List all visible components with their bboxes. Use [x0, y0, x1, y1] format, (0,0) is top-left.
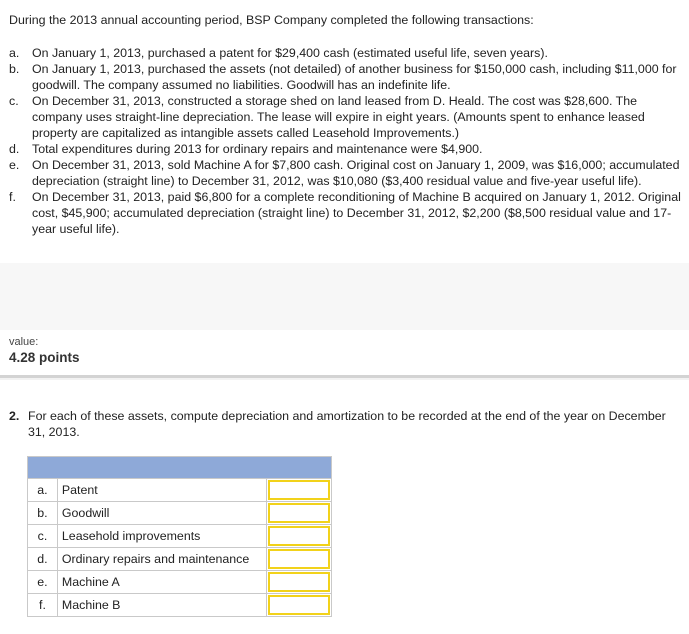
- row-letter: c.: [28, 525, 58, 548]
- row-label: Goodwill: [57, 502, 266, 525]
- transaction-text: On December 31, 2013, paid $6,800 for a complete reconditioning of Machine B acquired on January 1, 2012. Original cost, $45,900; accumulated depreciation (straight line) to December 31, 2012, $2,200 ($8,500 residual value and 17-year useful life).: [32, 190, 681, 236]
- question-number: 2.: [9, 409, 20, 423]
- transaction-item: [9, 61, 684, 93]
- question-prompt: [9, 408, 679, 440]
- transaction-letter: b.: [9, 62, 20, 76]
- answer-cell: [267, 571, 332, 594]
- transaction-text: On December 31, 2013, constructed a storage shed on land leased from D. Heald. The cost was $28,600. The company uses straight-line depreciation. The lease will expire in eight years. (Amounts spent to enhance leased property are capitalized as intangible assets called Leasehold Improvements.): [32, 94, 645, 140]
- question-text: For each of these assets, compute depreciation and amortization to be recorded at the end of the year on December 31, 2013.: [28, 409, 666, 439]
- table-row: [28, 502, 332, 525]
- answer-input-repairs[interactable]: [268, 549, 330, 569]
- table-row: [28, 571, 332, 594]
- value-points: 4.28 points: [9, 350, 80, 365]
- transaction-letter: d.: [9, 142, 20, 156]
- transaction-item: [9, 93, 684, 141]
- transaction-letter: f.: [9, 190, 16, 204]
- depreciation-table: [27, 456, 332, 617]
- transaction-item: [9, 45, 684, 61]
- transaction-item: [9, 141, 684, 157]
- answer-input-leasehold[interactable]: [268, 526, 330, 546]
- problem-intro: During the 2013 annual accounting period, BSP Company completed the following transactions:: [9, 13, 534, 27]
- answer-input-machine-a[interactable]: [268, 572, 330, 592]
- answer-input-goodwill[interactable]: [268, 503, 330, 523]
- table-row: [28, 525, 332, 548]
- transaction-letter: e.: [9, 158, 20, 172]
- transaction-text: On January 1, 2013, purchased a patent for $29,400 cash (estimated useful life, seven years).: [32, 46, 548, 60]
- row-letter: a.: [28, 479, 58, 502]
- transaction-letter: c.: [9, 94, 19, 108]
- answer-cell: [267, 594, 332, 617]
- table-header-cell: [28, 457, 332, 479]
- answer-input-patent[interactable]: [268, 480, 330, 500]
- transaction-text: On December 31, 2013, sold Machine A for $7,800 cash. Original cost on January 1, 2009, was $16,000; accumulated depreciation (straight line) to December 31, 2012, was $10,080 ($3,400 residual value and five-year useful life).: [32, 158, 680, 188]
- transaction-item: [9, 157, 684, 189]
- transaction-text: Total expenditures during 2013 for ordinary repairs and maintenance were $4,900.: [32, 142, 483, 156]
- row-label: Patent: [57, 479, 266, 502]
- answer-cell: [267, 548, 332, 571]
- row-label: Machine B: [57, 594, 266, 617]
- value-label: value:: [9, 336, 39, 348]
- row-letter: b.: [28, 502, 58, 525]
- answer-cell: [267, 479, 332, 502]
- transaction-text: On January 1, 2013, purchased the assets (not detailed) of another business for $150,000 cash, including $11,000 for goodwill. The company assumed no liabilities. Goodwill has an indefinite life.: [32, 62, 677, 92]
- row-label: Leasehold improvements: [57, 525, 266, 548]
- table-row: [28, 594, 332, 617]
- row-label: Ordinary repairs and maintenance: [57, 548, 266, 571]
- transaction-letter: a.: [9, 46, 20, 60]
- section-gap: [0, 263, 689, 330]
- table-header-row: [28, 457, 332, 479]
- row-letter: f.: [28, 594, 58, 617]
- transaction-item: [9, 189, 684, 237]
- transaction-list: [9, 45, 684, 237]
- value-panel: [0, 330, 689, 374]
- answer-cell: [267, 525, 332, 548]
- table-row: [28, 548, 332, 571]
- answer-cell: [267, 502, 332, 525]
- answer-input-machine-b[interactable]: [268, 595, 330, 615]
- row-letter: e.: [28, 571, 58, 594]
- table-row: [28, 479, 332, 502]
- row-label: Machine A: [57, 571, 266, 594]
- row-letter: d.: [28, 548, 58, 571]
- divider-shadow: [0, 378, 689, 380]
